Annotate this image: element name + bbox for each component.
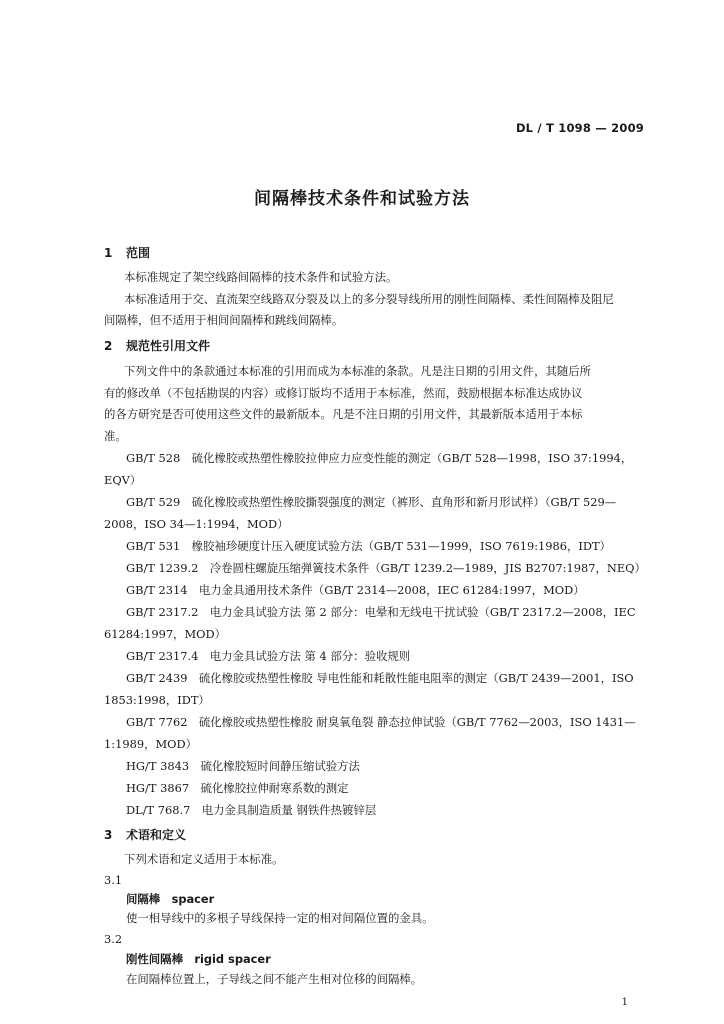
reference-line: GB/T 2439 硫化橡胶或热塑性橡胶 导电性能和耗散性能电阻率的测定（GB/T 2439—2001，ISO	[126, 671, 634, 685]
reference-line: GB/T 7762 硫化橡胶或热塑性橡胶 耐臭氧龟裂 静态拉伸试验（GB/T 7762—2003，ISO 1431—	[126, 715, 636, 729]
paragraph-line: 有的修改单（不包括勘误的内容）或修订版均不适用于本标准，然而，鼓励根据本标准达成协议	[104, 386, 583, 400]
section-3-heading	[104, 826, 186, 843]
reference-line: HG/T 3843 硫化橡胶短时间静压缩试验方法	[126, 759, 360, 773]
section-number: 3	[104, 828, 113, 842]
term-definition: 使一相导线中的多根子导线保持一定的相对间隔位置的金具。	[126, 911, 434, 925]
section-title: 规范性引用文件	[126, 339, 211, 353]
reference-line: HG/T 3867 硫化橡胶拉伸耐寒系数的测定	[126, 781, 349, 795]
section-number: 2	[104, 339, 113, 353]
paragraph-line: 本标准规定了架空线路间隔棒的技术条件和试验方法。	[124, 270, 398, 284]
reference-line: 1:1989，MOD）	[104, 737, 197, 751]
reference-line: 1853:1998，IDT）	[104, 693, 210, 707]
reference-line: GB/T 1239.2 冷卷圆柱螺旋压缩弹簧技术条件（GB/T 1239.2—1989，JIS B2707:1987，NEQ）	[126, 561, 646, 575]
document-code: DL / T 1098 — 2009	[515, 121, 644, 135]
page-number: 1	[621, 997, 628, 1008]
reference-line: EQV）	[104, 473, 142, 487]
paragraph-line: 下列文件中的条款通过本标准的引用而成为本标准的条款。凡是注日期的引用文件，其随后所	[124, 364, 592, 378]
term-name: 间隔棒 spacer	[126, 892, 215, 906]
section-1-heading	[104, 244, 150, 261]
reference-line: GB/T 531 橡胶袖珍硬度计压入硬度试验方法（GB/T 531—1999，ISO 7619:1986，IDT）	[126, 539, 612, 553]
section-title: 术语和定义	[126, 828, 187, 842]
reference-line: GB/T 528 硫化橡胶或热塑性橡胶拉伸应力应变性能的测定（GB/T 528—1998，ISO 37:1994，	[126, 451, 633, 465]
paragraph-line: 准。	[104, 429, 127, 443]
term-name: 刚性间隔棒 rigid spacer	[126, 952, 271, 966]
reference-line: GB/T 2317.2 电力金具试验方法 第 2 部分：电晕和无线电干扰试验（GB/T 2317.2—2008，IEC	[126, 605, 636, 619]
section-title: 范围	[126, 246, 151, 260]
reference-line: GB/T 2314 电力金具通用技术条件（GB/T 2314—2008，IEC 61284:1997，MOD）	[126, 583, 585, 597]
reference-line: DL/T 768.7 电力金具制造质量 钢铁件热镀锌层	[126, 803, 377, 817]
section-2-heading	[104, 337, 210, 354]
reference-line: GB/T 529 硫化橡胶或热塑性橡胶撕裂强度的测定（裤形、直角形和新月形试样）（GB/T 529—	[126, 495, 617, 509]
term-number: 3.2	[104, 932, 123, 946]
paragraph-line: 本标准适用于交、直流架空线路双分裂及以上的多分裂导线所用的刚性间隔棒、柔性间隔棒及阻尼	[124, 292, 614, 306]
reference-line: 2008，ISO 34—1:1994，MOD）	[104, 517, 289, 531]
reference-line: GB/T 2317.4 电力金具试验方法 第 4 部分：验收规则	[126, 649, 411, 663]
paragraph-line: 间隔棒，但不适用于相间间隔棒和跳线间隔棒。	[104, 313, 344, 327]
section-number: 1	[104, 246, 113, 260]
term-number: 3.1	[104, 873, 123, 887]
paragraph-line: 下列术语和定义适用于本标准。	[124, 852, 284, 866]
page-title: 间隔棒技术条件和试验方法	[254, 189, 470, 209]
paragraph-line: 的各方研究是否可使用这些文件的最新版本。凡是不注日期的引用文件，其最新版本适用于本标	[104, 407, 583, 421]
term-definition: 在间隔棒位置上，子导线之间不能产生相对位移的间隔棒。	[126, 972, 423, 986]
reference-line: 61284:1997，MOD）	[104, 627, 226, 641]
